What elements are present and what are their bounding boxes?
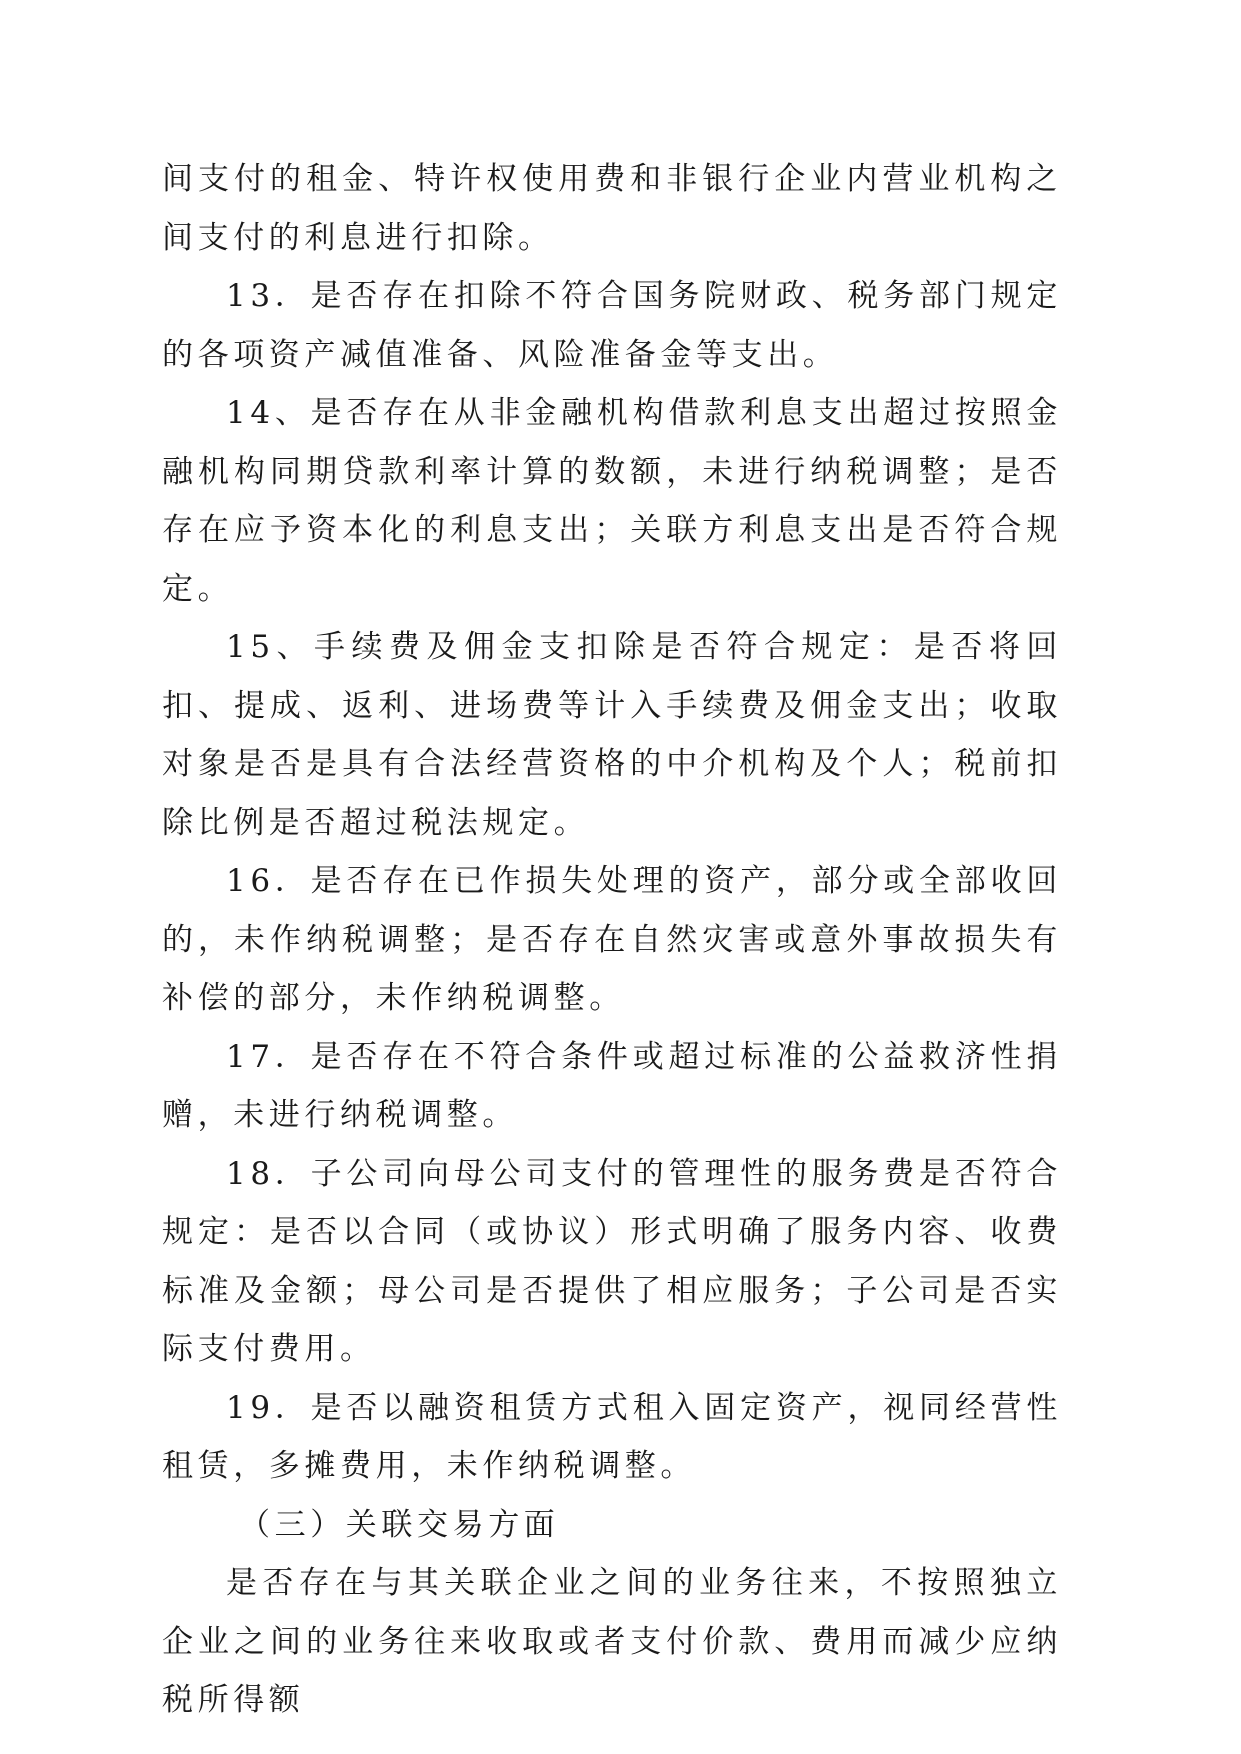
paragraph-item-13: 13．是否存在扣除不符合国务院财政、税务部门规定的各项资产减值准备、风险准备金等支出。 (162, 278, 1062, 373)
paragraph-item-14: 14、是否存在从非金融机构借款利息支出超过按照金融机构同期贷款利率计算的数额，未进行纳税调整；是否存在应予资本化的利息支出；关联方利息支出是否符合规定。 (162, 395, 1062, 607)
paragraph-related-transactions: 是否存在与其关联企业之间的业务往来，不按照独立企业之间的业务往来收取或者支付价款、费用而减少应纳税所得额 (162, 1565, 1062, 1718)
section-heading: （三）关联交易方面 (239, 1506, 560, 1543)
paragraph-item-17: 17．是否存在不符合条件或超过标准的公益救济性捐赠，未进行纳税调整。 (162, 1038, 1062, 1133)
paragraph-continuation: 间支付的租金、特许权使用费和非银行企业内营业机构之间支付的利息进行扣除。 (162, 161, 1062, 256)
paragraph-item-15: 15、手续费及佣金支扣除是否符合规定：是否将回扣、提成、返利、进场费等计入手续费及佣金支出；收取对象是否是具有合法经营资格的中介机构及个人；税前扣除比例是否超过税法规定。 (162, 629, 1062, 841)
paragraph-item-16: 16．是否存在已作损失处理的资产，部分或全部收回的，未作纳税调整；是否存在自然灾害或意外事故损失有补偿的部分，未作纳税调整。 (162, 863, 1062, 1016)
document-body (162, 150, 1062, 1730)
paragraph-item-19: 19．是否以融资租赁方式租入固定资产，视同经营性租赁，多摊费用，未作纳税调整。 (162, 1389, 1062, 1484)
paragraph-item-18: 18．子公司向母公司支付的管理性的服务费是否符合规定：是否以合同（或协议）形式明确了服务内容、收费标准及金额；母公司是否提供了相应服务；子公司是否实际支付费用。 (162, 1155, 1062, 1367)
